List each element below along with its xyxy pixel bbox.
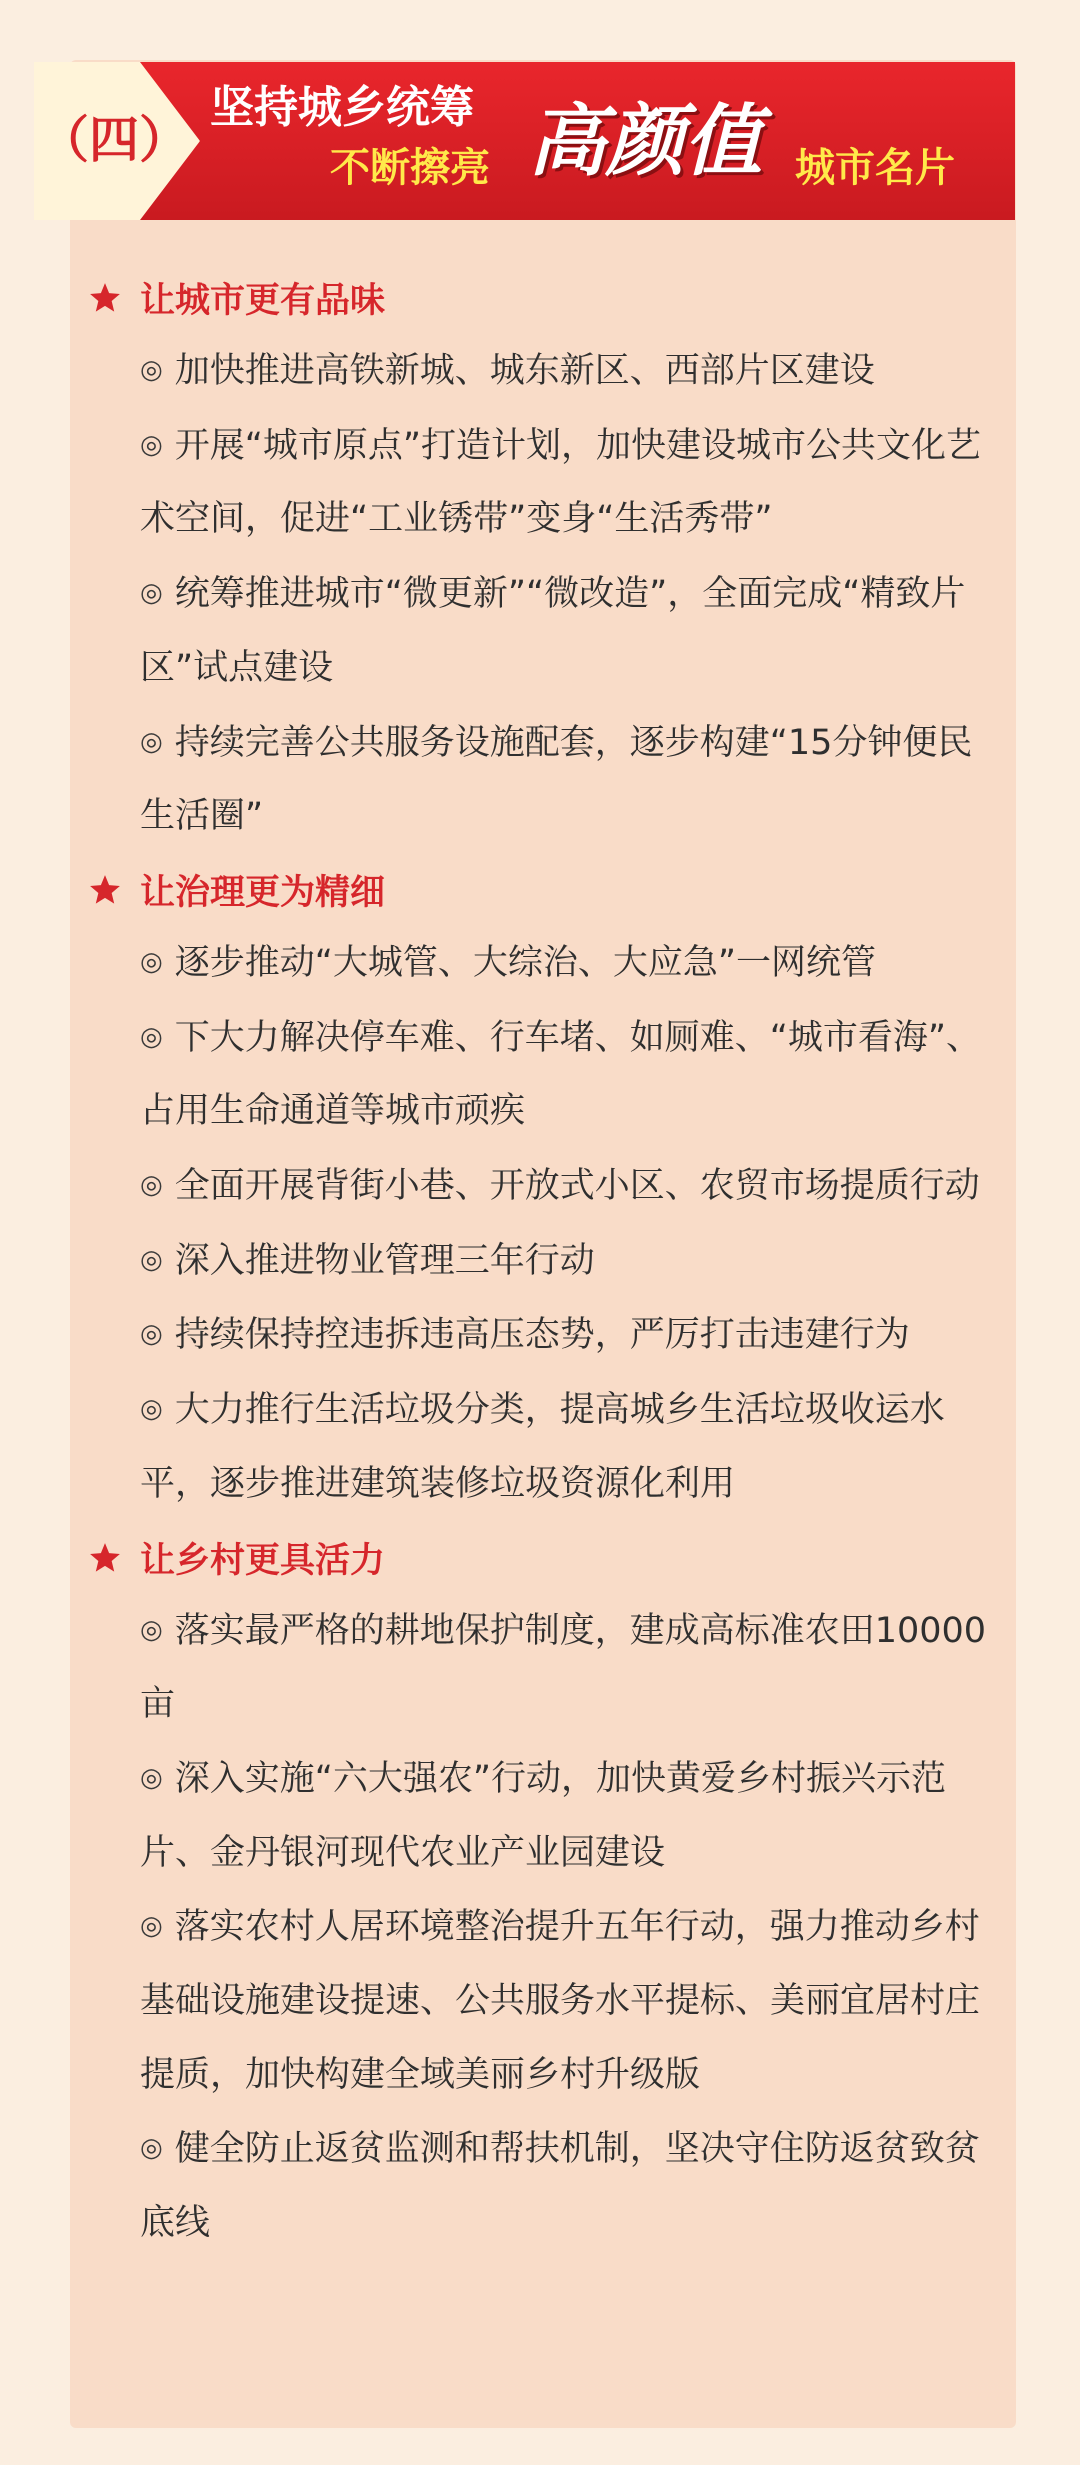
bullet-icon: ◎ xyxy=(140,1762,163,1793)
item-text: 全面开展背街小巷、开放式小区、农贸市场提质行动 xyxy=(174,1166,980,1207)
banner-title-tail: 城市名片 xyxy=(795,145,955,191)
banner-title-line2: 不断擦亮 xyxy=(330,145,490,191)
item-text: 深入推进物业管理三年行动 xyxy=(174,1240,595,1281)
list-item xyxy=(140,1890,988,2112)
section xyxy=(88,854,998,1522)
section-heading xyxy=(88,854,998,926)
item-text: 健全防止返贫监测和帮扶机制，坚决守住防返贫致贫底线 xyxy=(140,2129,980,2244)
section xyxy=(88,1522,998,2261)
section xyxy=(88,262,998,854)
bullet-icon: ◎ xyxy=(140,1170,163,1201)
bullet-icon: ◎ xyxy=(140,355,163,385)
list-item xyxy=(140,926,988,1001)
bullet-icon: ◎ xyxy=(140,1911,163,1942)
bullet-icon: ◎ xyxy=(140,1319,163,1350)
list-item xyxy=(140,1001,988,1149)
list-item xyxy=(140,1373,988,1521)
item-text: 逐步推动“大城管、大综治、大应急”一网统管 xyxy=(174,942,876,983)
item-text: 统筹推进城市“微更新”“微改造”，全面完成“精致片区”试点建设 xyxy=(140,574,966,688)
bullet-icon: ◎ xyxy=(140,1614,163,1645)
star-icon xyxy=(88,873,122,907)
bullet-icon: ◎ xyxy=(140,726,163,757)
list-item xyxy=(140,334,988,409)
item-text: 落实农村人居环境整治提升五年行动，强力推动乡村基础设施建设提速、公共服务水平提标、美丽宜居村庄提质，加快构建全域美丽乡村升级版 xyxy=(140,1907,981,2095)
section-title: 让乡村更具活力 xyxy=(140,1540,386,1581)
star-icon xyxy=(88,1541,122,1575)
banner-highlight: 高颜值 xyxy=(528,96,763,187)
star-icon xyxy=(88,281,122,315)
bullet-icon: ◎ xyxy=(140,1244,163,1275)
bullet-icon: ◎ xyxy=(140,578,163,609)
bullet-icon: ◎ xyxy=(140,429,163,460)
banner-title-line1: 坚持城乡统筹 xyxy=(210,82,474,133)
list-item xyxy=(140,409,988,557)
item-text: 落实最严格的耕地保护制度，建成高标准农田10000亩 xyxy=(140,1610,987,1725)
section-heading xyxy=(88,1522,998,1594)
bullet-icon: ◎ xyxy=(140,1021,163,1052)
sections-container xyxy=(88,262,998,2261)
list-item xyxy=(140,557,988,705)
list-item xyxy=(140,1594,988,1742)
section-title: 让城市更有品味 xyxy=(140,281,386,321)
list-item xyxy=(140,1742,988,1890)
bullet-icon: ◎ xyxy=(140,1394,163,1425)
item-text: 持续完善公共服务设施配套，逐步构建“15分钟便民生活圈” xyxy=(140,722,973,837)
bullet-icon: ◎ xyxy=(140,2133,163,2164)
item-text: 深入实施“六大强农”行动，加快黄爱乡村振兴示范片、金丹银河现代农业产业园建设 xyxy=(140,1758,946,1873)
section-title: 让治理更为精细 xyxy=(140,872,386,913)
item-text: 加快推进高铁新城、城东新区、西部片区建设 xyxy=(174,351,875,391)
list-item xyxy=(140,1149,988,1224)
bullet-icon: ◎ xyxy=(140,946,163,977)
list-item xyxy=(140,1298,988,1373)
item-text: 下大力解决停车难、行车堵、如厕难、“城市看海”、占用生命通道等城市顽疾 xyxy=(140,1017,981,1132)
item-text: 大力推行生活垃圾分类，提高城乡生活垃圾收运水平，逐步推进建筑装修垃圾资源化利用 xyxy=(140,1390,945,1504)
list-item xyxy=(140,1224,988,1299)
item-text: 持续保持控违拆违高压态势，严厉打击违建行为 xyxy=(174,1315,910,1356)
list-item xyxy=(140,706,988,854)
item-text: 开展“城市原点”打造计划，加快建设城市公共文化艺术空间，促进“工业锈带”变身“生活秀带” xyxy=(140,425,981,540)
section-heading xyxy=(88,262,998,334)
list-item xyxy=(140,2112,988,2260)
banner-number: （四） xyxy=(39,111,189,169)
